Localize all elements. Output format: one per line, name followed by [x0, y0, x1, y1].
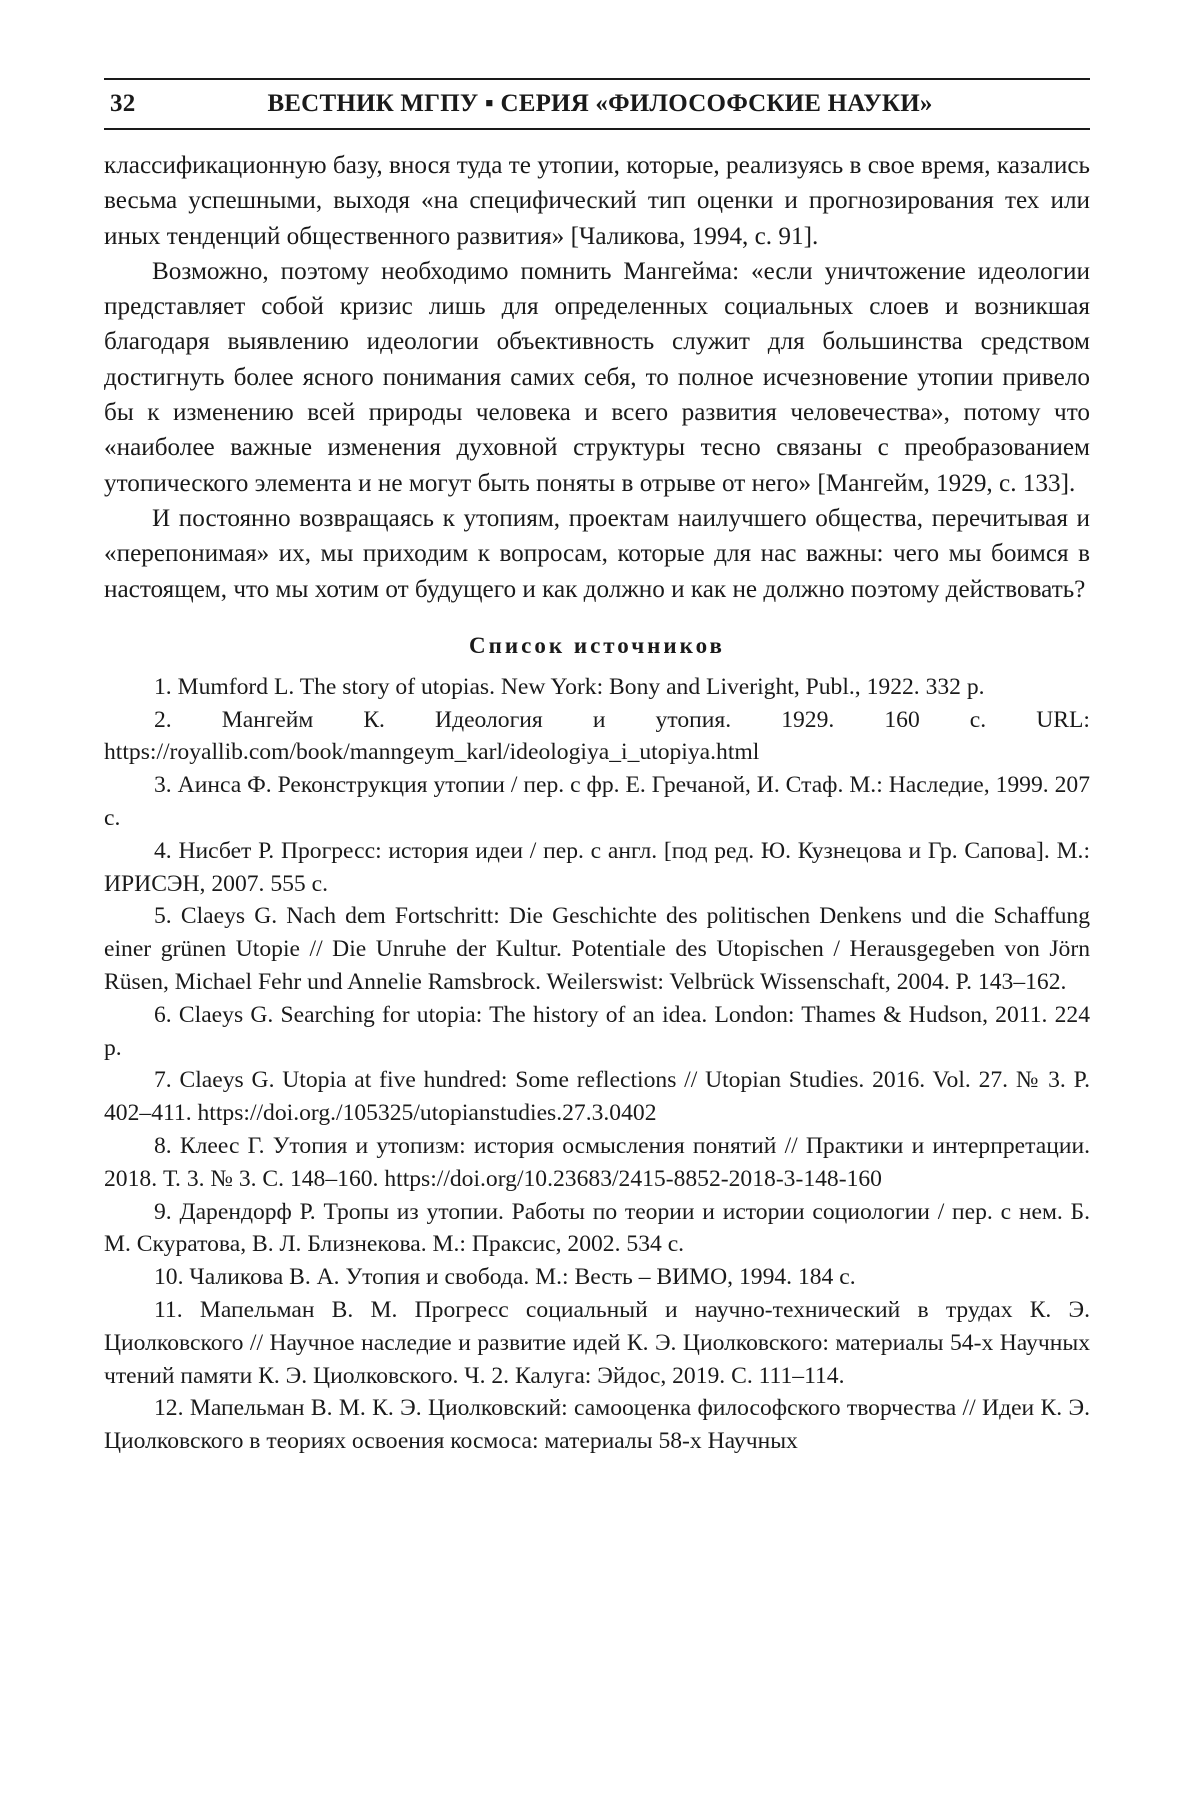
reference-number: 7.: [154, 1067, 172, 1094]
reference-number: 2.: [154, 706, 172, 733]
reference-text: Нисбет Р. Прогресс: история идеи / пер. с англ. [под ред. Ю. Кузнецова и Гр. Сапова]. М.: ИРИСЭН, 2007. 555 с.: [104, 837, 1090, 897]
reference-item: [104, 1196, 1090, 1262]
reference-item: [104, 1064, 1090, 1130]
reference-text: Мапельман В. М. Прогресс социальный и научно-технический в трудах К. Э. Циолковского // Научное наследие и развитие идей К. Э. Циолковского: материалы 54-х Научных чтений памяти К. Э. Циолковского. Ч. 2. Калуга: Эйдос, 2019. С. 111–114.: [104, 1297, 1091, 1389]
reference-number: 11.: [154, 1297, 183, 1323]
reference-item: [104, 704, 1090, 770]
reference-item: [104, 900, 1090, 998]
reference-number: 3.: [154, 772, 172, 799]
running-header: [104, 78, 1090, 130]
paragraph: Возможно, поэтому необходимо помнить Мангейма: «если уничтожение идеологии представляет собой кризис лишь для определенных социальных слоев и возникшая благодаря выявлению идеологии объективность служит для большинства средством достигнуть более ясного понимания самих себя, то полное исчезновение утопии привело бы к изменению всей природы человека и всего развития человечества», потому что «наиболее важные изменения духовной структуры тесно связаны с преобразованием утопического элемента и не могут быть поняты в отрыве от него» [Мангейм, 1929, с. 133].: [104, 257, 1090, 497]
reference-text: Claeys G. Nach dem Fortschritt: Die Geschichte des politischen Denkens und die Schaffung einer grünen Utopie // Die Unruhe der Kultur. Potentiale des Utopischen / Herausgegeben von Jörn Rüsen, Michael Fehr und Annelie Ramsbrock. Weilerswist: Velbrück Wissenschaft, 2004. P. 143–162.: [104, 903, 1090, 996]
reference-number: 5.: [154, 903, 172, 930]
reference-text: Claeys G. Searching for utopia: The history of an idea. London: Thames & Hudson, 2011. 224 p.: [104, 1001, 1090, 1061]
article-body: [104, 148, 1090, 607]
reference-text: Клеес Г. Утопия и утопизм: история осмысления понятий // Практики и интерпретации. 2018. Т. 3. № 3. С. 148–160. https://doi.org/10.23683/2415-8852-2018-3-148-160: [104, 1133, 1090, 1192]
reference-number: 9.: [154, 1198, 172, 1225]
references-heading: Список источников: [469, 632, 725, 658]
journal-title: ВЕСТНИК МГПУ ▪ СЕРИЯ «ФИЛОСОФСКИЕ НАУКИ»: [267, 90, 933, 117]
reference-number: 12.: [154, 1395, 184, 1422]
references-list: [104, 671, 1090, 1458]
reference-number: 6.: [154, 1001, 172, 1028]
reference-item: [104, 1130, 1090, 1196]
reference-item: [104, 1261, 1090, 1294]
reference-item: [104, 1392, 1090, 1458]
reference-item: [104, 1294, 1090, 1392]
paragraph: классификационную базу, внося туда те утопии, которые, реализуясь в свое время, казались весьма успешными, выходя «на специфический тип оценки и прогнозирования тех или иных тенденций общественного развития» [Чаликова, 1994, с. 91].: [104, 152, 1090, 250]
reference-item: [104, 769, 1090, 835]
reference-number: 8.: [154, 1133, 172, 1160]
reference-text: Мапельман В. М. К. Э. Циолковский: самооценка философского творчества // Идеи К. Э. Циолковского в теориях освоения космоса: материалы 58-х Научных: [104, 1395, 1091, 1455]
reference-text: Чаликова В. А. Утопия и свобода. М.: Весть – ВИМО, 1994. 184 с.: [189, 1264, 856, 1291]
reference-text: Mumford L. The story of utopias. New York: Bony and Liveright, Publ., 1922. 332 p.: [177, 673, 985, 700]
reference-text: Claeys G. Utopia at five hundred: Some reflections // Utopian Studies. 2016. Vol. 27. № 3. P. 402–411. https://doi.org./105325/utopianstudies.27.3.0402: [104, 1067, 1091, 1127]
reference-number: 10.: [154, 1264, 184, 1291]
reference-item: [104, 999, 1090, 1065]
reference-number: 4.: [154, 837, 172, 864]
reference-number: 1.: [154, 673, 172, 700]
reference-item: [104, 835, 1090, 901]
page: [104, 78, 1090, 1458]
paragraph: И постоянно возвращаясь к утопиям, проектам наилучшего общества, перечитывая и «перепонимая» их, мы приходим к вопросам, которые для нас важны: чего мы боимся в настоящем, что мы хотим от будущего и как должно и как не должно поэтому действовать?: [104, 504, 1090, 603]
reference-text: Мангейм К. Идеология и утопия. 1929. 160 с. URL: https://royallib.com/book/manngeym_karl/ideologiya_i_utopiya.html: [104, 706, 1090, 766]
page-number: 32: [110, 90, 136, 117]
reference-text: Дарендорф Р. Тропы из утопии. Работы по теории и истории социологии / пер. с нем. Б. М. Скуратова, В. Л. Близнекова. М.: Праксис, 2002. 534 с.: [104, 1198, 1090, 1258]
reference-item: [104, 671, 1090, 704]
reference-text: Аинса Ф. Реконструкция утопии / пер. с фр. Е. Гречаной, И. Стаф. М.: Наследие, 1999. 207 с.: [104, 772, 1090, 832]
